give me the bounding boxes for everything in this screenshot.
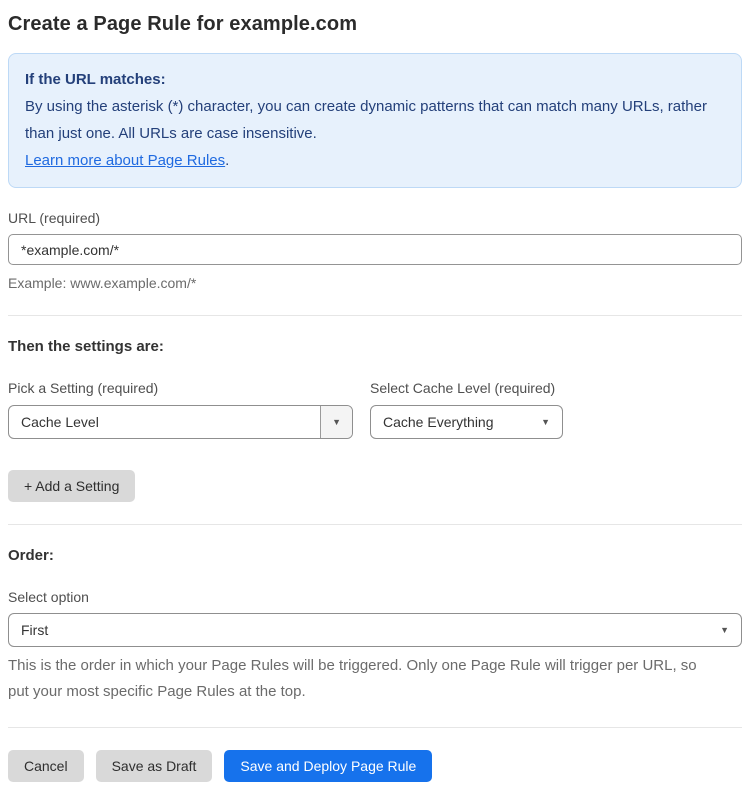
- order-select-label: Select option: [8, 589, 89, 605]
- info-box-link-line: [25, 147, 725, 174]
- order-dropdown[interactable]: [8, 613, 742, 647]
- add-setting-wrap: [8, 470, 742, 502]
- url-match-info-box: [8, 53, 742, 188]
- info-box-heading: If the URL matches:: [25, 71, 166, 88]
- url-field-label: URL (required): [8, 210, 101, 226]
- cache-level-value: Cache Everything: [383, 414, 494, 430]
- cache-level-column: [370, 380, 563, 439]
- learn-more-link[interactable]: Learn more about Page Rules: [25, 152, 226, 169]
- save-and-deploy-button[interactable]: Save and Deploy Page Rule: [224, 750, 432, 782]
- setting-picker-label: Pick a Setting (required): [8, 380, 159, 396]
- cache-level-dropdown[interactable]: [370, 405, 563, 439]
- setting-picker-dropdown[interactable]: [8, 405, 353, 439]
- order-value: First: [21, 622, 49, 638]
- chevron-down-icon: ▼: [541, 416, 550, 427]
- divider: [8, 524, 742, 525]
- page-title: Create a Page Rule for example.com: [8, 13, 358, 35]
- add-setting-button[interactable]: + Add a Setting: [8, 470, 135, 502]
- url-example-helper: Example: www.example.com/*: [8, 275, 197, 291]
- divider: [8, 727, 742, 728]
- cache-level-label: Select Cache Level (required): [370, 380, 556, 396]
- order-section-heading: Order:: [8, 547, 54, 564]
- settings-section-heading: Then the settings are:: [8, 338, 164, 355]
- chevron-down-icon: ▼: [720, 624, 729, 635]
- cancel-button[interactable]: Cancel: [8, 750, 84, 782]
- divider: [8, 315, 742, 316]
- info-box-body: By using the asterisk (*) character, you can create dynamic patterns that can match many URLs, rather than just one. All URLs are case insensitive.: [25, 98, 707, 142]
- order-helper-text: This is the order in which your Page Rules will be triggered. Only one Page Rule will trigger per URL, so put your most specific Page Rules at the top.: [8, 657, 697, 700]
- footer-buttons: [8, 750, 742, 782]
- chevron-down-icon[interactable]: ▼: [320, 406, 352, 438]
- link-period: .: [225, 152, 230, 169]
- setting-picker-column: [8, 380, 353, 439]
- save-as-draft-button[interactable]: Save as Draft: [96, 750, 213, 782]
- url-input[interactable]: [8, 234, 742, 265]
- setting-picker-value: Cache Level: [21, 414, 99, 430]
- settings-row: [8, 380, 742, 439]
